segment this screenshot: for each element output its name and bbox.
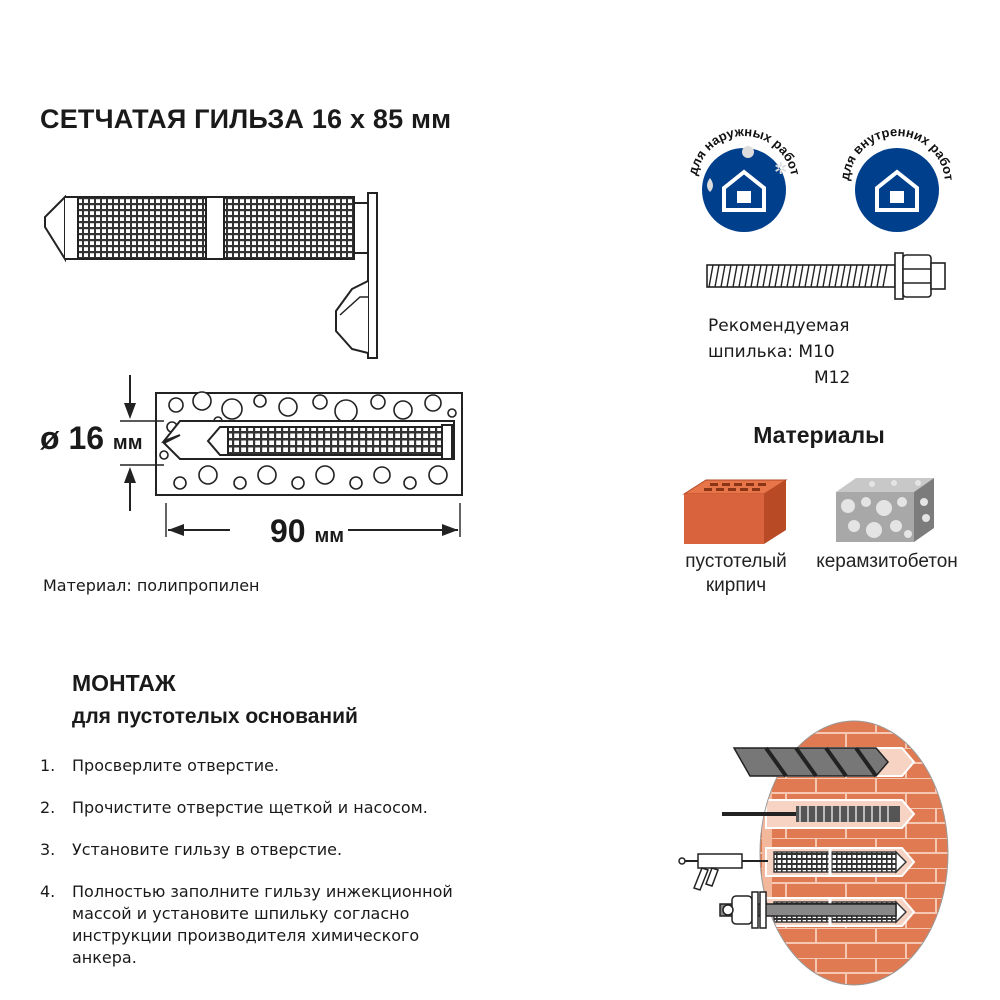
- svg-text:✲: ✲: [774, 161, 788, 178]
- diameter-symbol: ø: [40, 420, 60, 456]
- indoor-work-badge: [833, 118, 961, 238]
- step-text: Прочистите отверстие щеткой и насосом.: [72, 798, 428, 817]
- step-item: [40, 797, 472, 819]
- outdoor-work-badge: [680, 118, 808, 238]
- outdoor-badge-label: для наружных работ: [684, 123, 804, 177]
- hollow-brick-icon: [680, 476, 790, 548]
- step-number: 4.: [40, 882, 56, 901]
- material-clay-concrete-label: керамзитобетон: [816, 551, 958, 572]
- indoor-badge-label: для внутренних работ: [837, 123, 957, 182]
- recommended-stud-line1: Рекомендуемая: [708, 316, 850, 336]
- diameter-value: 16: [68, 420, 105, 456]
- expanded-clay-concrete-icon: [832, 474, 938, 546]
- threaded-stud-icon: [705, 247, 950, 307]
- length-label: [270, 513, 344, 550]
- step-text: Установите гильзу в отверстие.: [72, 840, 343, 859]
- step-item: [40, 881, 472, 969]
- stud-size-m10: M10: [798, 342, 835, 362]
- material-hollow-brick-label: [670, 550, 802, 598]
- step-text: Просверлите отверстие.: [72, 756, 280, 775]
- diameter-label: [40, 420, 143, 457]
- stud-size-m12: M12: [814, 368, 851, 388]
- step-item: [40, 755, 472, 777]
- step-number: 3.: [40, 840, 56, 859]
- diameter-unit: мм: [112, 432, 143, 454]
- step-number: 2.: [40, 798, 56, 817]
- installation-steps-icon: [676, 718, 966, 990]
- step-text: Полностью заполните гильзу инжекционной массой и установите шпильку согласно инструкции производителя химического анкера.: [72, 882, 453, 967]
- brush-icon: [722, 806, 900, 822]
- injection-gun-icon: [679, 854, 768, 890]
- montage-subtitle: для пустотелых оснований: [72, 705, 358, 728]
- montage-title: МОНТАЖ: [72, 670, 176, 696]
- material-note: Материал: полипропилен: [43, 576, 260, 595]
- step-number: 1.: [40, 756, 56, 775]
- hollow-brick-line2: кирпич: [705, 575, 767, 596]
- hollow-brick-line1: пустотелый: [685, 551, 787, 572]
- drill-icon: [734, 748, 888, 776]
- installation-steps: [40, 755, 472, 989]
- step-item: [40, 839, 472, 861]
- page-title: СЕТЧАТАЯ ГИЛЬЗА 16 x 85 мм: [40, 104, 452, 134]
- sleeve-side-view-icon: [40, 185, 390, 365]
- materials-title: Материалы: [753, 422, 885, 448]
- recommended-stud-text: [708, 313, 850, 391]
- length-value: 90: [270, 513, 306, 549]
- recommended-stud-line2: [708, 339, 850, 365]
- length-unit: мм: [314, 525, 345, 547]
- stud-prefix: шпилька:: [708, 342, 799, 362]
